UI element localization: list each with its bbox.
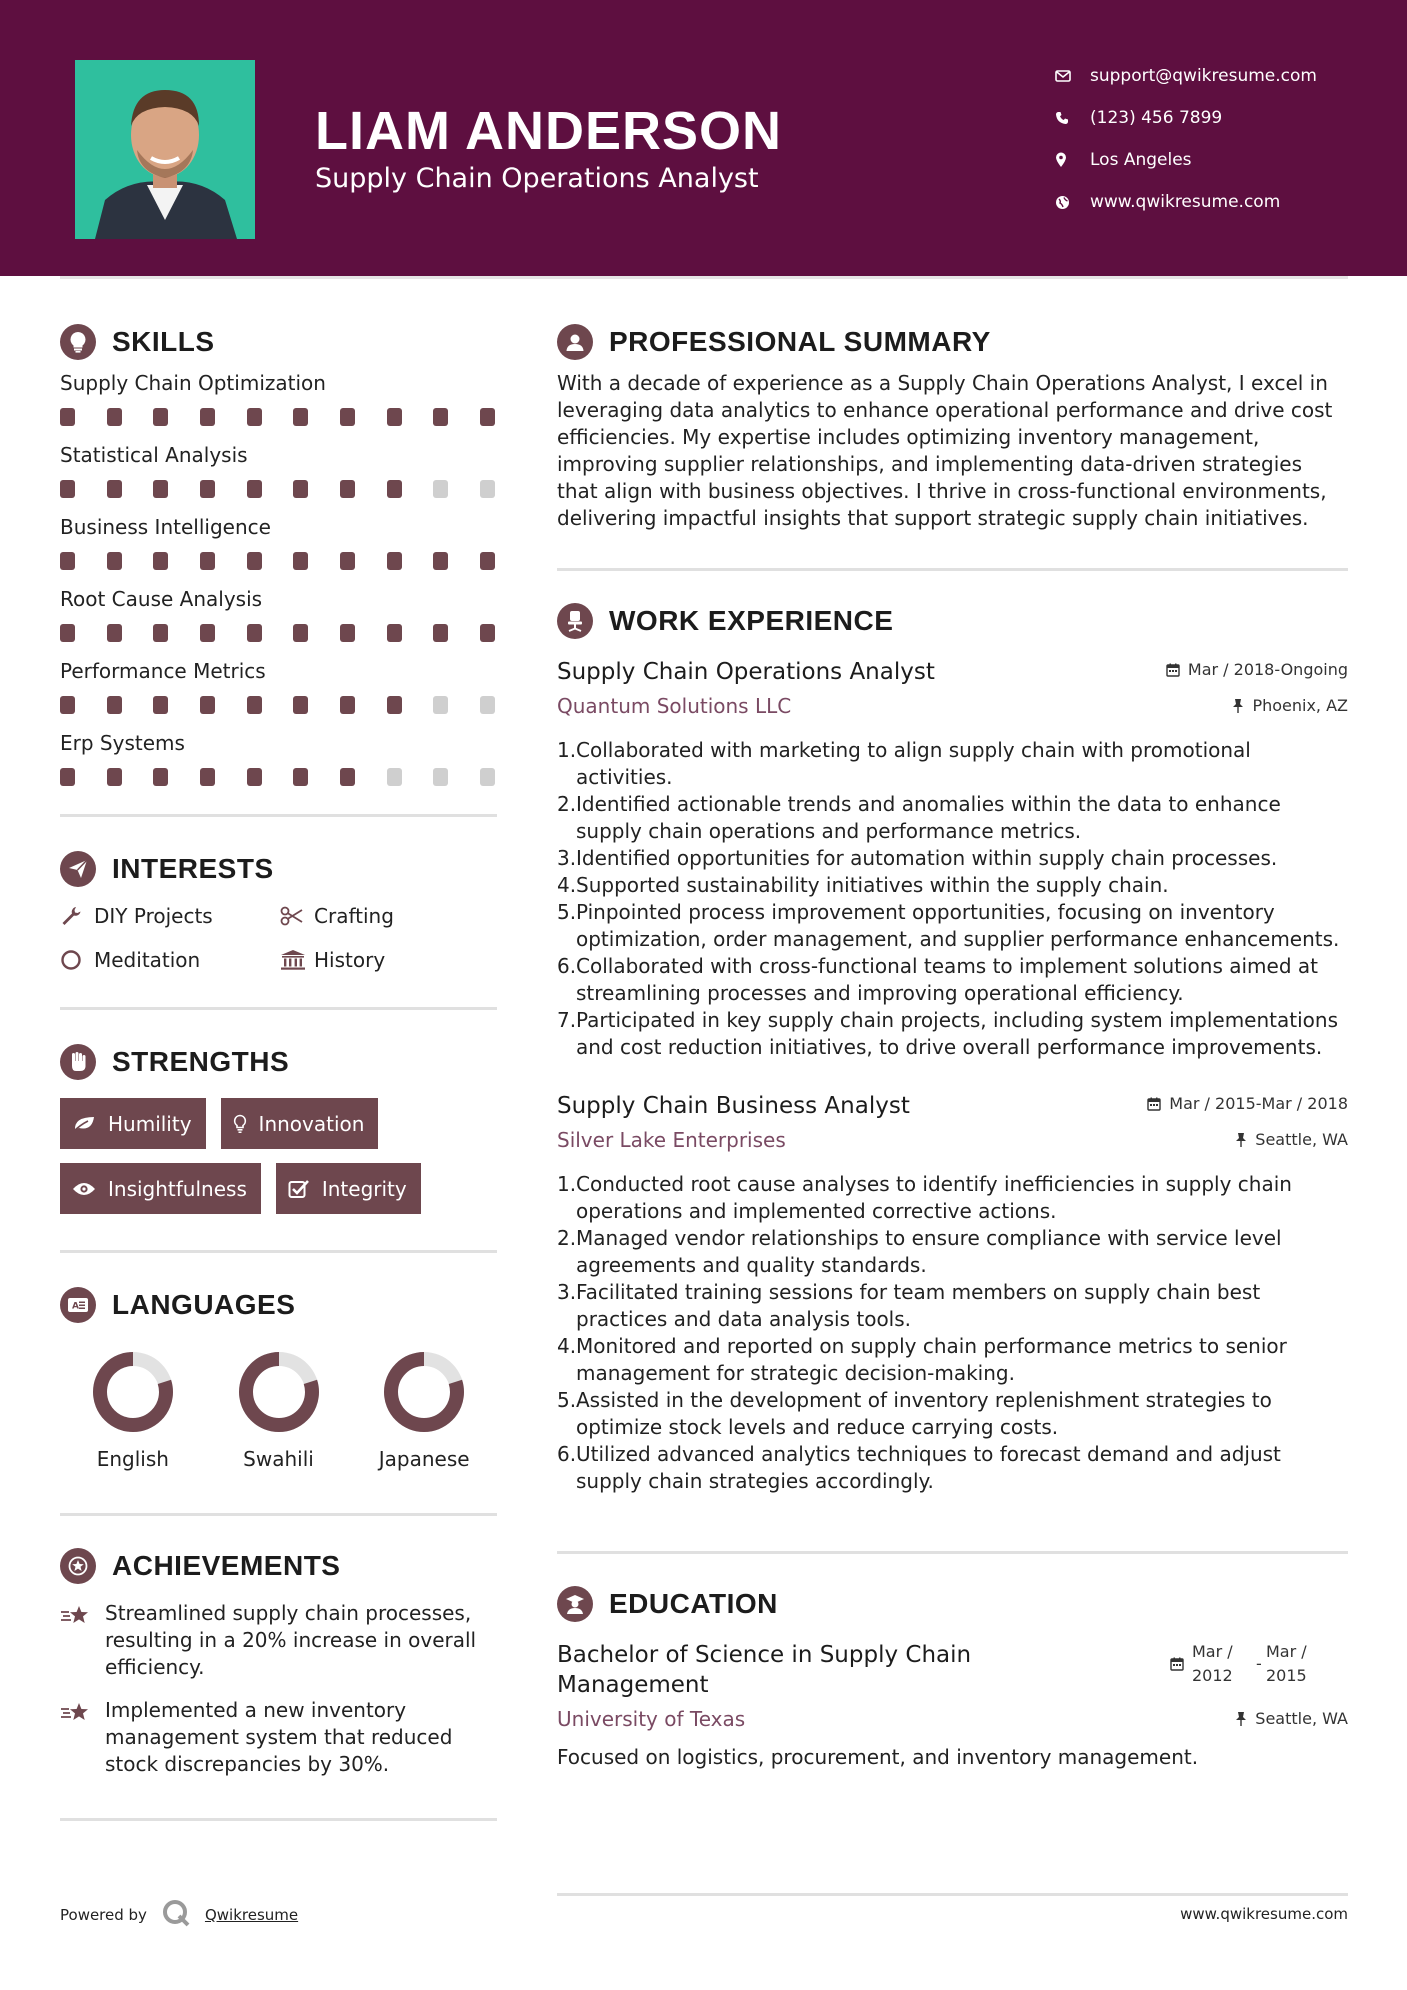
contact-website[interactable]	[1055, 181, 1385, 223]
resume-header	[0, 0, 1407, 276]
rating-dot-filled	[247, 624, 262, 642]
language-donut	[90, 1349, 176, 1435]
list-item: 7. Participated in key supply chain projects, including system implementations and cost reduction initiatives, to drive overall performance improvements.	[557, 1008, 1338, 1059]
pushpin-icon	[1235, 1132, 1247, 1148]
rating-dot-filled	[153, 624, 168, 642]
rating-dot-filled	[340, 696, 355, 714]
language-item	[206, 1349, 352, 1471]
rating-dot-filled	[153, 768, 168, 786]
skill-name: Erp Systems	[60, 731, 185, 755]
skill-item	[60, 728, 497, 796]
phone-icon	[1055, 111, 1090, 125]
job-title: Supply Chain Operations Analyst	[557, 659, 935, 685]
rating-dot-empty	[480, 480, 495, 498]
list-item: 4. Supported sustainability initiatives within the supply chain.	[557, 873, 1169, 897]
summary-title: PROFESSIONAL SUMMARY	[609, 326, 991, 357]
section-divider	[60, 1818, 497, 1821]
summary-text: With a decade of experience as a Supply Chain Operations Analyst, I excel in leveraging data analytics to enhance operational performance and drive cost efficiencies. My expertise includes optimizing inventory management, improving supplier relationships, and implementing data-driven strategies that align with business objectives. I thrive in cross-functional environments, delivering impactful insights that support strategic supply chain initiatives.	[557, 371, 1333, 530]
rating-dot-filled	[293, 552, 308, 570]
skill-name: Performance Metrics	[60, 659, 266, 683]
interest-item	[60, 901, 280, 931]
rating-dot-filled	[387, 624, 402, 642]
rating-dot-filled	[433, 624, 448, 642]
education-heading	[557, 1582, 1348, 1626]
rating-dot-filled	[200, 624, 215, 642]
contact-email-text: support@qwikresume.com	[1090, 66, 1317, 86]
job-location	[1235, 1127, 1348, 1153]
left-column	[60, 320, 497, 1821]
list-item: 1. Collaborated with marketing to align supply chain with promotional activities.	[557, 738, 1251, 789]
svg-text:A: A	[72, 1301, 79, 1312]
skill-item	[60, 656, 497, 724]
strength-tag	[60, 1163, 261, 1214]
interests-title: INTERESTS	[112, 853, 274, 884]
skills-heading	[60, 320, 497, 364]
leaf-icon	[72, 1115, 96, 1133]
language-name: English	[96, 1447, 169, 1471]
rating-dot-filled	[340, 408, 355, 426]
strengths-title: STRENGTHS	[112, 1046, 290, 1077]
qwikresume-logo-icon	[161, 1898, 191, 1932]
pushpin-icon	[1232, 698, 1244, 714]
language-item	[60, 1349, 206, 1471]
footer-powered-by	[60, 1898, 298, 1932]
rating-dot-empty	[433, 480, 448, 498]
job-entry	[557, 657, 1348, 1061]
section-divider	[557, 568, 1348, 571]
contact-phone-text: (123) 456 7899	[1090, 108, 1223, 128]
education-title: EDUCATION	[609, 1588, 778, 1619]
lightbulb-icon	[233, 1114, 247, 1134]
contact-list	[1055, 55, 1385, 223]
list-item: 5. Assisted in the development of inventory replenishment strategies to optimize stock levels and reduce carrying costs.	[557, 1388, 1272, 1439]
list-item: 2. Identified actionable trends and anomalies within the data to enhance supply chain operations and performance metrics.	[557, 792, 1281, 843]
rating-dot-filled	[153, 408, 168, 426]
rating-dot-filled	[340, 480, 355, 498]
job-bullets	[557, 737, 1348, 1061]
language-item	[351, 1349, 497, 1471]
languages-list	[60, 1349, 497, 1471]
section-divider	[557, 1551, 1348, 1554]
education-end: Mar / 2015	[1266, 1642, 1307, 1685]
rating-dot-filled	[247, 552, 262, 570]
circle-icon	[60, 949, 94, 971]
list-item: 6. Collaborated with cross-functional teams to implement solutions aimed at streamlining processes and improving operational efficiency.	[557, 954, 1318, 1005]
rating-dot-filled	[293, 696, 308, 714]
skill-item	[60, 440, 497, 508]
paper-plane-icon	[60, 851, 96, 887]
rating-dot-filled	[387, 552, 402, 570]
skill-item	[60, 584, 497, 652]
rating-dot-empty	[433, 768, 448, 786]
education-description: Focused on logistics, procurement, and inventory management.	[557, 1745, 1199, 1769]
rating-dot-empty	[433, 696, 448, 714]
strength-tag	[276, 1163, 421, 1214]
education-location	[1235, 1706, 1348, 1732]
job-dates	[1147, 1091, 1348, 1117]
rating-dot-filled	[480, 624, 495, 642]
strength-label: Integrity	[321, 1176, 407, 1201]
rating-dot-filled	[107, 696, 122, 714]
rating-dot-filled	[293, 768, 308, 786]
right-column	[557, 320, 1348, 1771]
job-location	[1232, 693, 1348, 719]
lightbulb-icon	[60, 324, 96, 360]
office-chair-icon	[557, 603, 593, 639]
rating-dot-filled	[247, 408, 262, 426]
education-dates	[1170, 1640, 1322, 1688]
list-item: 6. Utilized advanced analytics techniques to forecast demand and adjust supply chain strategies accordingly.	[557, 1442, 1281, 1493]
contact-website-text: www.qwikresume.com	[1090, 192, 1281, 212]
job-location-text: Phoenix, AZ	[1252, 696, 1348, 715]
rating-dot-filled	[247, 768, 262, 786]
rating-dot-filled	[387, 408, 402, 426]
language-name: Japanese	[378, 1447, 470, 1471]
candidate-name: LIAM ANDERSON	[315, 101, 782, 161]
education-degree: Bachelor of Science in Supply Chain Management	[557, 1642, 972, 1698]
interest-label: Crafting	[314, 904, 394, 928]
rating-dot-filled	[200, 552, 215, 570]
brand-link[interactable]: Qwikresume	[204, 1906, 299, 1924]
job-location-text: Seattle, WA	[1255, 1130, 1348, 1149]
job-title: Supply Chain Business Analyst	[557, 1093, 910, 1119]
skill-rating	[60, 470, 497, 508]
list-item: 3. Identified opportunities for automation within supply chain processes.	[557, 846, 1278, 870]
rating-dot-filled	[107, 624, 122, 642]
skill-rating	[60, 398, 497, 436]
strengths-heading	[60, 1040, 497, 1084]
rating-dot-filled	[60, 552, 75, 570]
rating-dot-filled	[153, 480, 168, 498]
skills-list	[60, 368, 497, 796]
skill-name: Business Intelligence	[60, 515, 271, 539]
section-divider	[60, 1250, 497, 1253]
checkbox-icon	[288, 1179, 310, 1199]
section-divider	[60, 814, 497, 817]
user-icon	[557, 324, 593, 360]
map-pin-icon	[1055, 152, 1090, 168]
achievements-title: ACHIEVEMENTS	[112, 1550, 341, 1581]
shooting-star-icon	[60, 1600, 105, 1681]
candidate-title: Supply Chain Operations Analyst	[315, 163, 759, 194]
job-dates	[1166, 657, 1348, 683]
calendar-icon	[1166, 663, 1180, 677]
rating-dot-filled	[60, 768, 75, 786]
rating-dot-filled	[387, 696, 402, 714]
summary-heading	[557, 320, 1348, 364]
achievement-text: Implemented a new inventory management system that reduced stock discrepancies by 30%.	[105, 1698, 453, 1776]
achievement-item	[60, 1600, 497, 1681]
education-location-text: Seattle, WA	[1255, 1709, 1348, 1728]
rating-dot-filled	[107, 768, 122, 786]
star-badge-icon	[60, 1548, 96, 1584]
list-item: 2. Managed vendor relationships to ensure compliance with service level agreements and quality standards.	[557, 1226, 1282, 1277]
pushpin-icon	[1235, 1711, 1247, 1727]
interest-item	[60, 945, 280, 975]
rating-dot-filled	[433, 408, 448, 426]
envelope-icon	[1055, 70, 1090, 82]
contact-phone[interactable]	[1055, 97, 1385, 139]
rating-dot-filled	[200, 768, 215, 786]
globe-icon	[1055, 195, 1090, 210]
education-entry	[557, 1640, 1348, 1771]
skill-item	[60, 368, 497, 436]
rating-dot-filled	[153, 696, 168, 714]
job-bullets	[557, 1171, 1348, 1495]
rating-dot-empty	[387, 768, 402, 786]
strength-label: Innovation	[258, 1111, 365, 1136]
rating-dot-filled	[60, 624, 75, 642]
section-divider	[60, 1513, 497, 1516]
powered-by-text: Powered by	[60, 1906, 147, 1924]
rating-dot-filled	[153, 552, 168, 570]
skill-item	[60, 512, 497, 580]
section-divider	[60, 1007, 497, 1010]
eye-icon	[72, 1181, 96, 1197]
skill-name: Root Cause Analysis	[60, 587, 263, 611]
skill-rating	[60, 614, 497, 652]
strength-tag	[221, 1098, 379, 1149]
interest-item	[280, 945, 497, 975]
rating-dot-filled	[247, 480, 262, 498]
rating-dot-filled	[340, 768, 355, 786]
rating-dot-filled	[107, 408, 122, 426]
calendar-icon	[1170, 1657, 1184, 1671]
wrench-icon	[60, 905, 94, 927]
rating-dot-filled	[480, 408, 495, 426]
skill-name: Supply Chain Optimization	[60, 371, 326, 395]
strengths-list	[60, 1098, 480, 1214]
skill-rating	[60, 542, 497, 580]
job-dates-text: Mar / 2015-Mar / 2018	[1169, 1094, 1348, 1113]
list-item: 1. Conducted root cause analyses to identify inefficiencies in supply chain operations and implemented corrective actions.	[557, 1172, 1292, 1223]
list-item: 3. Facilitated training sessions for team members on supply chain best practices and data analysis tools.	[557, 1280, 1261, 1331]
rating-dot-filled	[60, 696, 75, 714]
rating-dot-empty	[480, 768, 495, 786]
rating-dot-filled	[60, 480, 75, 498]
scissors-icon	[280, 906, 314, 926]
interests-heading	[60, 847, 497, 891]
language-donut	[381, 1349, 467, 1435]
job-entry	[557, 1091, 1348, 1495]
language-name: Swahili	[243, 1447, 314, 1471]
rating-dot-filled	[480, 552, 495, 570]
strength-label: Insightfulness	[108, 1176, 247, 1201]
profile-photo	[75, 60, 255, 239]
rating-dot-filled	[293, 408, 308, 426]
strength-label: Humility	[108, 1111, 192, 1136]
contact-location-text: Los Angeles	[1090, 150, 1192, 170]
achievements-heading	[60, 1544, 497, 1588]
rating-dot-filled	[200, 696, 215, 714]
rating-dot-filled	[200, 480, 215, 498]
museum-icon	[280, 949, 314, 971]
interest-label: DIY Projects	[94, 904, 213, 928]
header-divider	[60, 276, 1348, 279]
interest-label: Meditation	[94, 948, 201, 972]
rating-dot-filled	[387, 480, 402, 498]
contact-location	[1055, 139, 1385, 181]
footer-website[interactable]: www.qwikresume.com	[1180, 1905, 1348, 1923]
job-dates-text: Mar / 2018-Ongoing	[1187, 660, 1348, 679]
list-item: 4. Monitored and reported on supply chain performance metrics to senior management for strategic decision-making.	[557, 1334, 1287, 1385]
graduate-icon	[557, 1586, 593, 1622]
rating-dot-filled	[60, 408, 75, 426]
rating-dot-filled	[107, 480, 122, 498]
education-school: University of Texas	[557, 1707, 746, 1731]
rating-dot-filled	[293, 624, 308, 642]
language-card-icon	[60, 1287, 96, 1323]
achievement-item	[60, 1697, 497, 1778]
strength-tag	[60, 1098, 206, 1149]
achievement-text: Streamlined supply chain processes, resulting in a 20% increase in overall efficiency.	[105, 1601, 477, 1679]
job-company: Silver Lake Enterprises	[557, 1128, 786, 1152]
rating-dot-filled	[107, 552, 122, 570]
education-start: Mar / 2012	[1192, 1642, 1233, 1685]
education-date-separator: -	[1256, 1654, 1262, 1673]
languages-heading	[60, 1283, 497, 1327]
interest-item	[280, 901, 497, 931]
rating-dot-filled	[340, 624, 355, 642]
interest-label: History	[314, 948, 386, 972]
interests-list	[60, 901, 497, 975]
rating-dot-empty	[480, 696, 495, 714]
list-item: 5. Pinpointed process improvement opportunities, focusing on inventory optimization, order management, and supplier performance enhancements.	[557, 900, 1340, 951]
skill-rating	[60, 686, 497, 724]
skills-title: SKILLS	[112, 326, 215, 357]
languages-title: LANGUAGES	[112, 1289, 296, 1320]
contact-email[interactable]	[1055, 55, 1385, 97]
footer-divider	[557, 1893, 1348, 1896]
rating-dot-filled	[293, 480, 308, 498]
experience-heading	[557, 599, 1348, 643]
calendar-icon	[1147, 1097, 1161, 1111]
language-donut	[236, 1349, 322, 1435]
rating-dot-filled	[247, 696, 262, 714]
shooting-star-icon	[60, 1697, 105, 1778]
rating-dot-filled	[433, 552, 448, 570]
skill-rating	[60, 758, 497, 796]
raised-fist-icon	[60, 1044, 96, 1080]
rating-dot-filled	[340, 552, 355, 570]
rating-dot-filled	[200, 408, 215, 426]
job-company: Quantum Solutions LLC	[557, 694, 792, 718]
skill-name: Statistical Analysis	[60, 443, 248, 467]
experience-title: WORK EXPERIENCE	[609, 605, 894, 636]
